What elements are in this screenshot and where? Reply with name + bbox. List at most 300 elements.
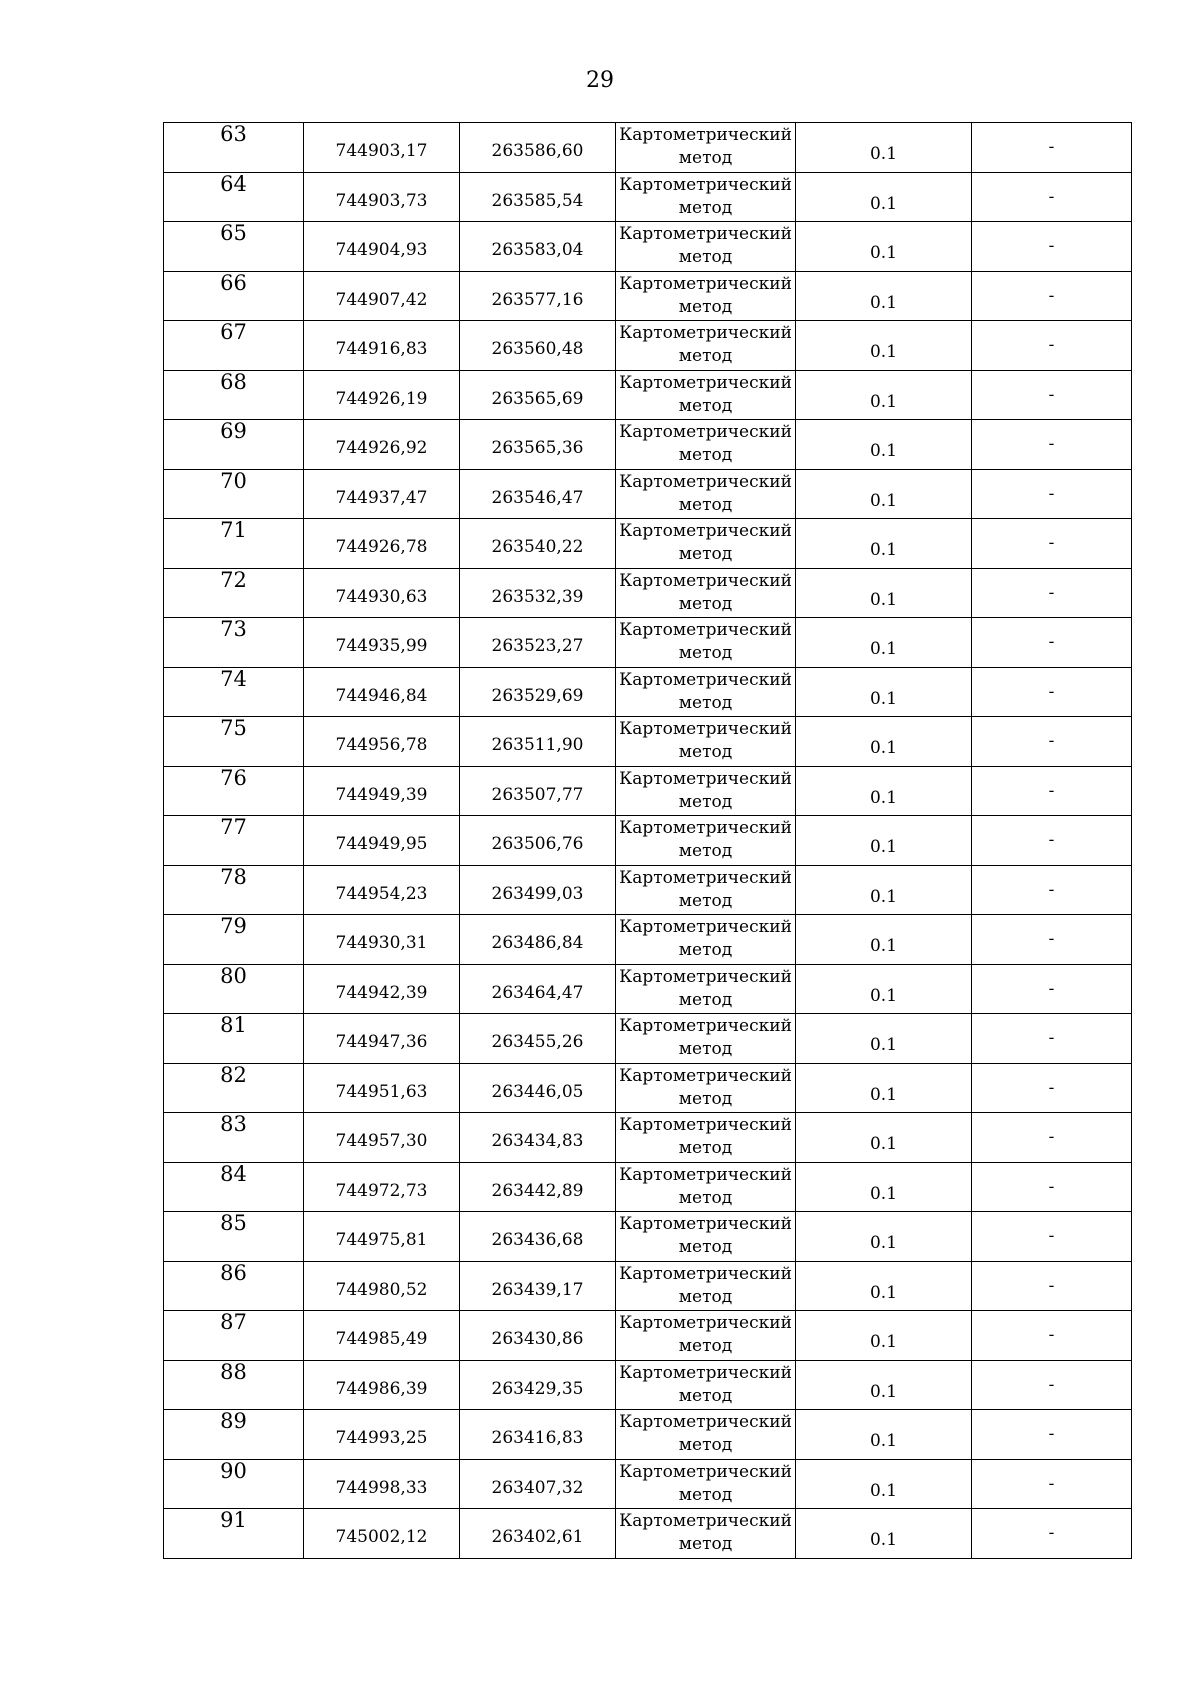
accuracy-cell <box>796 1212 972 1262</box>
method-cell <box>616 1063 796 1113</box>
accuracy-cell <box>796 717 972 767</box>
x-coordinate: 744993,25 <box>335 1428 428 1449</box>
description-cell <box>972 1212 1132 1262</box>
point-number: 74 <box>220 666 247 691</box>
method-cell <box>616 865 796 915</box>
accuracy-value: 0.1 <box>869 193 898 214</box>
x-coordinate-cell <box>304 1459 460 1509</box>
accuracy-value: 0.1 <box>869 540 898 561</box>
point-number: 78 <box>220 864 247 889</box>
description-value: - <box>1048 285 1055 306</box>
y-coordinate: 263532,39 <box>491 586 584 607</box>
method-cell <box>616 469 796 519</box>
method-cell <box>616 717 796 767</box>
table-row <box>164 1162 1132 1212</box>
point-number-cell <box>164 1459 304 1509</box>
x-coordinate: 744956,78 <box>335 735 428 756</box>
description-cell <box>972 1509 1132 1559</box>
description-value: - <box>1048 1325 1055 1346</box>
x-coordinate-cell <box>304 1360 460 1410</box>
point-number-cell <box>164 1261 304 1311</box>
table-row <box>164 1113 1132 1163</box>
description-value: - <box>1048 1374 1055 1395</box>
y-coordinate: 263402,61 <box>491 1527 584 1548</box>
y-coordinate-cell <box>460 1459 616 1509</box>
method-label: Картометрический метод <box>619 1313 792 1357</box>
description-cell <box>972 222 1132 272</box>
accuracy-value: 0.1 <box>869 144 898 165</box>
x-coordinate-cell <box>304 766 460 816</box>
x-coordinate-cell <box>304 717 460 767</box>
description-value: - <box>1048 1077 1055 1098</box>
description-cell <box>972 618 1132 668</box>
y-coordinate-cell <box>460 766 616 816</box>
x-coordinate: 744930,63 <box>335 586 428 607</box>
description-value: - <box>1048 483 1055 504</box>
y-coordinate-cell <box>460 915 616 965</box>
y-coordinate: 263523,27 <box>491 636 584 657</box>
point-number-cell <box>164 964 304 1014</box>
point-number-cell <box>164 766 304 816</box>
description-value: - <box>1048 1028 1055 1049</box>
description-cell <box>972 667 1132 717</box>
point-number: 67 <box>220 320 247 344</box>
description-value: - <box>1048 1226 1055 1247</box>
description-cell <box>972 1261 1132 1311</box>
x-coordinate-cell <box>304 915 460 965</box>
y-coordinate: 263407,32 <box>491 1477 584 1498</box>
accuracy-value: 0.1 <box>869 886 898 907</box>
method-cell <box>616 568 796 618</box>
point-number-cell <box>164 519 304 569</box>
description-value: - <box>1048 681 1055 702</box>
y-coordinate-cell <box>460 271 616 321</box>
description-cell <box>972 865 1132 915</box>
point-number: 84 <box>220 1161 247 1186</box>
x-coordinate-cell <box>304 816 460 866</box>
y-coordinate: 263430,86 <box>491 1329 584 1350</box>
accuracy-cell <box>796 1014 972 1064</box>
x-coordinate: 745002,12 <box>335 1527 428 1548</box>
y-coordinate-cell <box>460 1014 616 1064</box>
accuracy-cell <box>796 469 972 519</box>
accuracy-cell <box>796 568 972 618</box>
point-number-cell <box>164 1360 304 1410</box>
point-number-cell <box>164 321 304 371</box>
y-coordinate: 263586,60 <box>491 141 584 162</box>
accuracy-value: 0.1 <box>869 639 898 660</box>
x-coordinate: 744935,99 <box>335 636 428 657</box>
point-number: 65 <box>220 221 247 245</box>
accuracy-value: 0.1 <box>869 985 898 1006</box>
description-cell <box>972 1311 1132 1361</box>
method-cell <box>616 1261 796 1311</box>
accuracy-value: 0.1 <box>869 1282 898 1303</box>
description-cell <box>972 1410 1132 1460</box>
y-coordinate: 263429,35 <box>491 1378 584 1399</box>
point-number-cell <box>164 1162 304 1212</box>
method-cell <box>616 667 796 717</box>
method-label: Картометрический метод <box>619 1461 792 1505</box>
y-coordinate: 263583,04 <box>491 240 584 261</box>
description-cell <box>972 964 1132 1014</box>
accuracy-value: 0.1 <box>869 936 898 957</box>
method-cell <box>616 370 796 420</box>
y-coordinate: 263506,76 <box>491 834 584 855</box>
y-coordinate: 263446,05 <box>491 1081 584 1102</box>
x-coordinate: 744986,39 <box>335 1378 428 1399</box>
method-cell <box>616 1509 796 1559</box>
coordinates-table <box>163 122 1132 1559</box>
accuracy-value: 0.1 <box>869 787 898 808</box>
description-cell <box>972 271 1132 321</box>
y-coordinate-cell <box>460 717 616 767</box>
x-coordinate: 744926,78 <box>335 537 428 558</box>
method-label: Картометрический метод <box>619 1511 792 1555</box>
x-coordinate: 744998,33 <box>335 1477 428 1498</box>
description-value: - <box>1048 335 1055 356</box>
x-coordinate-cell <box>304 172 460 222</box>
point-number: 80 <box>220 963 247 988</box>
table-row <box>164 1212 1132 1262</box>
x-coordinate-cell <box>304 1162 460 1212</box>
accuracy-cell <box>796 667 972 717</box>
y-coordinate: 263540,22 <box>491 537 584 558</box>
point-number: 86 <box>220 1260 247 1285</box>
method-cell <box>616 1212 796 1262</box>
table-row <box>164 222 1132 272</box>
accuracy-cell <box>796 865 972 915</box>
y-coordinate: 263434,83 <box>491 1131 584 1152</box>
table-row <box>164 1261 1132 1311</box>
x-coordinate: 744942,39 <box>335 982 428 1003</box>
coordinates-table-body <box>164 123 1132 1559</box>
x-coordinate: 744903,73 <box>335 190 428 211</box>
table-row <box>164 1410 1132 1460</box>
description-cell <box>972 1459 1132 1509</box>
x-coordinate-cell <box>304 321 460 371</box>
y-coordinate-cell <box>460 1113 616 1163</box>
table-row <box>164 766 1132 816</box>
accuracy-cell <box>796 123 972 173</box>
accuracy-cell <box>796 1360 972 1410</box>
x-coordinate-cell <box>304 964 460 1014</box>
x-coordinate-cell <box>304 1014 460 1064</box>
description-cell <box>972 1360 1132 1410</box>
table-row <box>164 519 1132 569</box>
x-coordinate-cell <box>304 1410 460 1460</box>
description-cell <box>972 469 1132 519</box>
x-coordinate: 744916,83 <box>335 339 428 360</box>
x-coordinate: 744972,73 <box>335 1180 428 1201</box>
point-number: 79 <box>220 914 247 938</box>
accuracy-value: 0.1 <box>869 342 898 363</box>
point-number-cell <box>164 618 304 668</box>
point-number-cell <box>164 667 304 717</box>
x-coordinate: 744926,19 <box>335 388 428 409</box>
x-coordinate-cell <box>304 370 460 420</box>
description-value: - <box>1048 582 1055 603</box>
description-cell <box>972 172 1132 222</box>
point-number: 64 <box>220 171 247 196</box>
description-value: - <box>1048 632 1055 653</box>
y-coordinate-cell <box>460 865 616 915</box>
method-cell <box>616 420 796 470</box>
point-number: 63 <box>220 122 247 146</box>
method-label: Картометрический метод <box>619 323 792 367</box>
description-value: - <box>1048 384 1055 405</box>
accuracy-cell <box>796 519 972 569</box>
point-number-cell <box>164 271 304 321</box>
y-coordinate-cell <box>460 172 616 222</box>
method-cell <box>616 321 796 371</box>
accuracy-value: 0.1 <box>869 738 898 759</box>
y-coordinate-cell <box>460 222 616 272</box>
point-number: 72 <box>220 567 247 592</box>
accuracy-cell <box>796 370 972 420</box>
y-coordinate: 263436,68 <box>491 1230 584 1251</box>
method-label: Картометрический метод <box>619 818 792 862</box>
x-coordinate-cell <box>304 123 460 173</box>
table-row <box>164 1509 1132 1559</box>
point-number: 82 <box>220 1062 247 1087</box>
method-label: Картометрический метод <box>619 1115 792 1159</box>
x-coordinate-cell <box>304 519 460 569</box>
y-coordinate: 263439,17 <box>491 1279 584 1300</box>
x-coordinate-cell <box>304 1063 460 1113</box>
accuracy-value: 0.1 <box>869 1480 898 1501</box>
description-value: - <box>1048 1473 1055 1494</box>
table-row <box>164 1459 1132 1509</box>
y-coordinate: 263464,47 <box>491 982 584 1003</box>
y-coordinate-cell <box>460 370 616 420</box>
description-cell <box>972 1113 1132 1163</box>
description-cell <box>972 420 1132 470</box>
x-coordinate-cell <box>304 568 460 618</box>
point-number-cell <box>164 1212 304 1262</box>
x-coordinate-cell <box>304 222 460 272</box>
accuracy-cell <box>796 271 972 321</box>
y-coordinate-cell <box>460 1311 616 1361</box>
point-number-cell <box>164 1509 304 1559</box>
point-number-cell <box>164 915 304 965</box>
point-number: 85 <box>220 1211 247 1235</box>
accuracy-cell <box>796 1509 972 1559</box>
description-cell <box>972 321 1132 371</box>
method-cell <box>616 1360 796 1410</box>
description-cell <box>972 123 1132 173</box>
x-coordinate: 744949,39 <box>335 784 428 805</box>
x-coordinate: 744954,23 <box>335 883 428 904</box>
point-number-cell <box>164 865 304 915</box>
accuracy-cell <box>796 1063 972 1113</box>
accuracy-value: 0.1 <box>869 490 898 511</box>
accuracy-value: 0.1 <box>869 1332 898 1353</box>
method-label: Картометрический метод <box>619 273 792 317</box>
accuracy-value: 0.1 <box>869 292 898 313</box>
method-cell <box>616 1311 796 1361</box>
x-coordinate-cell <box>304 469 460 519</box>
method-cell <box>616 1162 796 1212</box>
point-number: 83 <box>220 1112 247 1136</box>
y-coordinate: 263511,90 <box>491 735 584 756</box>
description-value: - <box>1048 1275 1055 1296</box>
x-coordinate: 744985,49 <box>335 1329 428 1350</box>
y-coordinate-cell <box>460 667 616 717</box>
table-row <box>164 123 1132 173</box>
table-row <box>164 865 1132 915</box>
description-cell <box>972 766 1132 816</box>
method-cell <box>616 1014 796 1064</box>
description-value: - <box>1048 434 1055 455</box>
method-cell <box>616 915 796 965</box>
description-cell <box>972 816 1132 866</box>
x-coordinate: 744904,93 <box>335 240 428 261</box>
method-label: Картометрический метод <box>619 1362 792 1406</box>
point-number: 87 <box>220 1310 247 1334</box>
point-number: 75 <box>220 716 247 740</box>
table-row <box>164 667 1132 717</box>
point-number-cell <box>164 1063 304 1113</box>
point-number: 69 <box>220 419 247 443</box>
method-label: Картометрический метод <box>619 669 792 713</box>
accuracy-value: 0.1 <box>869 1530 898 1551</box>
y-coordinate: 263455,26 <box>491 1032 584 1053</box>
y-coordinate-cell <box>460 1261 616 1311</box>
accuracy-value: 0.1 <box>869 1183 898 1204</box>
table-row <box>164 568 1132 618</box>
y-coordinate-cell <box>460 1360 616 1410</box>
x-coordinate-cell <box>304 1261 460 1311</box>
y-coordinate: 263416,83 <box>491 1428 584 1449</box>
accuracy-value: 0.1 <box>869 589 898 610</box>
point-number: 77 <box>220 815 247 839</box>
point-number: 76 <box>220 765 247 790</box>
accuracy-cell <box>796 964 972 1014</box>
method-label: Картометрический метод <box>619 372 792 416</box>
description-value: - <box>1048 929 1055 950</box>
description-value: - <box>1048 1127 1055 1148</box>
accuracy-cell <box>796 222 972 272</box>
method-label: Картометрический метод <box>619 966 792 1010</box>
y-coordinate-cell <box>460 1212 616 1262</box>
x-coordinate-cell <box>304 271 460 321</box>
y-coordinate: 263560,48 <box>491 339 584 360</box>
x-coordinate: 744980,52 <box>335 1279 428 1300</box>
accuracy-cell <box>796 1261 972 1311</box>
table-row <box>164 717 1132 767</box>
method-cell <box>616 519 796 569</box>
point-number-cell <box>164 816 304 866</box>
x-coordinate-cell <box>304 865 460 915</box>
point-number: 81 <box>220 1013 247 1037</box>
table-row <box>164 1014 1132 1064</box>
method-cell <box>616 1459 796 1509</box>
y-coordinate-cell <box>460 1063 616 1113</box>
method-cell <box>616 766 796 816</box>
method-cell <box>616 1113 796 1163</box>
method-label: Картометрический метод <box>619 1065 792 1109</box>
description-value: - <box>1048 978 1055 999</box>
method-cell <box>616 271 796 321</box>
y-coordinate: 263499,03 <box>491 883 584 904</box>
description-value: - <box>1048 533 1055 554</box>
x-coordinate-cell <box>304 618 460 668</box>
method-label: Картометрический метод <box>619 570 792 614</box>
description-value: - <box>1048 830 1055 851</box>
description-value: - <box>1048 236 1055 257</box>
y-coordinate-cell <box>460 1162 616 1212</box>
page-number: 29 <box>586 68 614 93</box>
accuracy-cell <box>796 816 972 866</box>
accuracy-cell <box>796 1410 972 1460</box>
accuracy-cell <box>796 420 972 470</box>
accuracy-value: 0.1 <box>869 1381 898 1402</box>
method-cell <box>616 222 796 272</box>
description-cell <box>972 1063 1132 1113</box>
x-coordinate-cell <box>304 1113 460 1163</box>
accuracy-value: 0.1 <box>869 688 898 709</box>
accuracy-value: 0.1 <box>869 1233 898 1254</box>
method-label: Картометрический метод <box>619 917 792 961</box>
point-number-cell <box>164 1410 304 1460</box>
method-label: Картометрический метод <box>619 1016 792 1060</box>
accuracy-value: 0.1 <box>869 1134 898 1155</box>
y-coordinate-cell <box>460 123 616 173</box>
point-number-cell <box>164 469 304 519</box>
method-cell <box>616 964 796 1014</box>
description-cell <box>972 915 1132 965</box>
accuracy-value: 0.1 <box>869 1035 898 1056</box>
method-cell <box>616 1410 796 1460</box>
y-coordinate-cell <box>460 469 616 519</box>
point-number: 70 <box>220 468 247 493</box>
accuracy-cell <box>796 915 972 965</box>
table-row <box>164 370 1132 420</box>
point-number: 68 <box>220 369 247 394</box>
point-number-cell <box>164 222 304 272</box>
table-row <box>164 271 1132 321</box>
method-label: Картометрический метод <box>619 1214 792 1258</box>
table-row <box>164 915 1132 965</box>
x-coordinate: 744975,81 <box>335 1230 428 1251</box>
description-value: - <box>1048 1424 1055 1445</box>
method-cell <box>616 123 796 173</box>
accuracy-value: 0.1 <box>869 1431 898 1452</box>
description-value: - <box>1048 1523 1055 1544</box>
method-label: Картометрический метод <box>619 867 792 911</box>
description-cell <box>972 568 1132 618</box>
description-value: - <box>1048 186 1055 207</box>
x-coordinate-cell <box>304 1212 460 1262</box>
point-number-cell <box>164 1113 304 1163</box>
accuracy-cell <box>796 1459 972 1509</box>
accuracy-cell <box>796 321 972 371</box>
table-row <box>164 816 1132 866</box>
accuracy-value: 0.1 <box>869 1084 898 1105</box>
point-number: 90 <box>220 1458 247 1483</box>
method-label: Картометрический метод <box>619 125 792 169</box>
description-cell <box>972 519 1132 569</box>
y-coordinate-cell <box>460 618 616 668</box>
y-coordinate: 263577,16 <box>491 289 584 310</box>
x-coordinate-cell <box>304 1509 460 1559</box>
x-coordinate: 744930,31 <box>335 933 428 954</box>
point-number-cell <box>164 172 304 222</box>
x-coordinate: 744957,30 <box>335 1131 428 1152</box>
y-coordinate: 263546,47 <box>491 487 584 508</box>
description-value: - <box>1048 879 1055 900</box>
